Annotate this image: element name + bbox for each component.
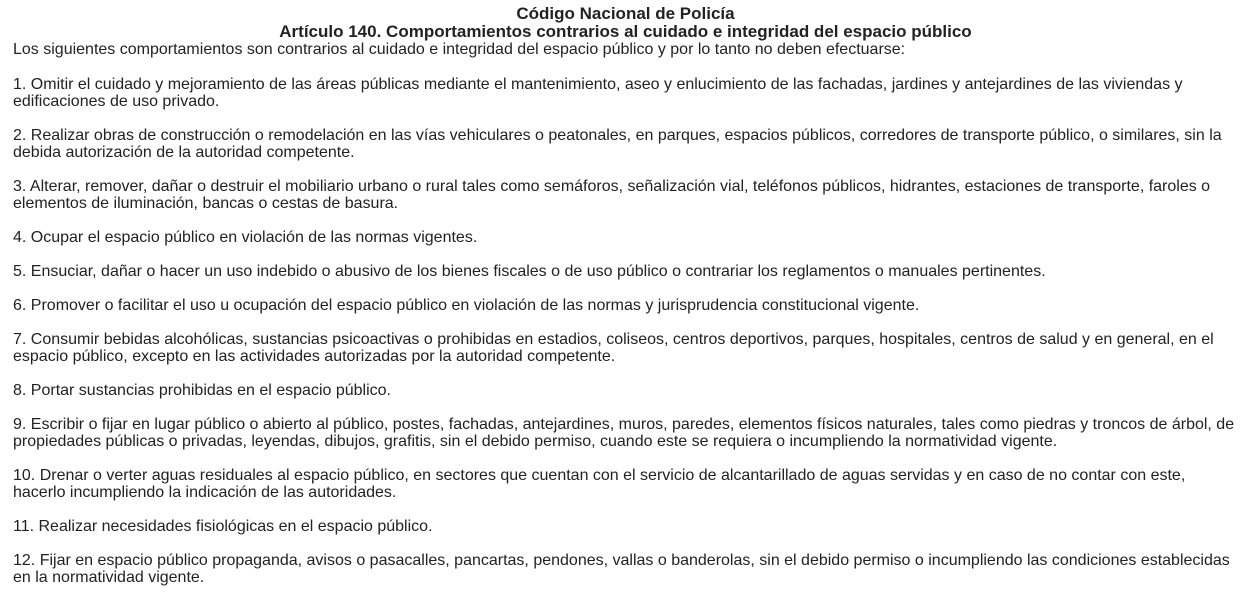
list-item: 3. Alterar, remover, dañar o destruir el mobiliario urbano o rural tales como semáforos, señalización vial, teléfonos públicos, hidrantes, estaciones de transporte, faroles o elementos de iluminación, bancas o cestas de basura. [13,178,1211,212]
list-item: 1. Omitir el cuidado y mejoramiento de las áreas públicas mediante el mantenimiento, aseo y enlucimiento de las fachadas, jardines y antejardines de las viviendas y edificaciones de uso privado. [13,76,1183,110]
list-item: 9. Escribir o fijar en lugar público o abierto al público, postes, fachadas, antejardines, muros, paredes, elementos físicos naturales, tales como piedras y troncos de árbol, de propiedades públicas o privadas, leyendas, dibujos, grafitis, sin el debido permiso, cuando este se requiera o incumpliendo la normatividad vigente. [13,416,1235,450]
list-item: 2. Realizar obras de construcción o remodelación en las vías vehiculares o peatonales, en parques, espacios públicos, corredores de transporte público, o similares, sin la debida autorización de la autoridad competente. [13,127,1222,161]
list-item: 8. Portar sustancias prohibidas en el espacio público. [13,382,391,399]
list-item: 7. Consumir bebidas alcohólicas, sustancias psicoactivas o prohibidas en estadios, coliseos, centros deportivos, parques, hospitales, centros de salud y en general, en el espacio público, excepto en las actividades autorizadas por la autoridad competente. [13,331,1214,365]
list-item: 4. Ocupar el espacio público en violación de las normas vigentes. [13,229,478,246]
list-item: 6. Promover o facilitar el uso u ocupación del espacio público en violación de las normas y jurisprudencia constitucional vigente. [13,297,920,314]
article-intro: Los siguientes comportamientos son contrarios al cuidado e integridad del espacio público y por lo tanto no deben efectuarse: [13,41,906,58]
list-item: 11. Realizar necesidades fisiológicas en el espacio público. [13,518,433,535]
article-items [13,76,1238,586]
article-heading: Artículo 140. Comportamientos contrarios al cuidado e integridad del espacio público [279,22,972,41]
list-item: 5. Ensuciar, dañar o hacer un uso indebido o abusivo de los bienes fiscales o de uso público o contrariar los reglamentos o manuales pertinentes. [13,263,1046,280]
list-item: 10. Drenar o verter aguas residuales al espacio público, en sectores que cuentan con el servicio de alcantarillado de aguas servidas y en caso de no contar con este, hacerlo incumpliendo la indicación de las autoridades. [13,467,1186,501]
list-item: 12. Fijar en espacio público propaganda, avisos o pasacalles, pancartas, pendones, vallas o banderolas, sin el debido permiso o incumpliendo las condiciones establecidas en la normatividad vigente. [13,552,1230,586]
document-title: Código Nacional de Policía [516,4,735,23]
